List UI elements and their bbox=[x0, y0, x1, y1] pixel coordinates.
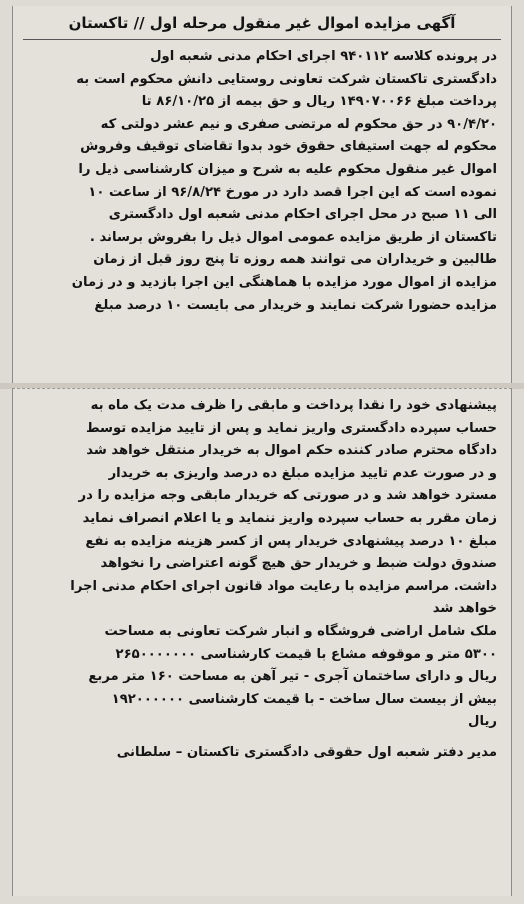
body-line: خواهد شد bbox=[432, 601, 497, 617]
property-line: ۵۳۰۰ متر و موقوفه مشاع با قیمت کارشناسی ۲۶۵۰۰۰۰۰۰۰ bbox=[115, 646, 497, 662]
body-line: نموده است که این اجرا قصد دارد در مورخ ۹۶/۸/۲۴ از ساعت ۱۰ bbox=[88, 184, 497, 200]
body-line: مسترد خواهد شد و در صورتی که خریدار مابقی وجه مزایده را در bbox=[78, 488, 497, 504]
notice-signature: مدیر دفتر شعبه اول حقوقی دادگستری تاکستان – سلطانی bbox=[116, 744, 497, 760]
notice-title: آگهی مزایده اموال غیر منقول مرحله اول // تاکستان bbox=[68, 14, 456, 32]
body-line: در پرونده کلاسه ۹۴۰۱۱۲ اجرای احکام مدنی شعبه اول bbox=[150, 49, 497, 64]
body-line: مبلغ ۱۰ درصد پیشنهادی خریدار پس از کسر هزینه مزایده به نفع bbox=[85, 533, 497, 549]
body-line: حساب سپرده دادگستری واریز نماید و پس از تایید مزایده توسط bbox=[85, 420, 497, 436]
body-line: تاکستان از طریق مزایده عمومی اموال ذیل را بفروش برساند . bbox=[89, 229, 497, 245]
body-line: طالبین و خریداران می توانند همه روزه تا پنج روز قبل از زمان bbox=[93, 252, 497, 268]
body-line: زمان مقرر به حساب سپرده واریز ننماید و یا اعلام انصراف نماید bbox=[82, 510, 497, 526]
body-line: پیشنهادی خود را نقدا پرداخت و مابقی را ظرف مدت یک ماه به bbox=[90, 398, 497, 413]
body-line: و در صورت عدم تایید مزایده مبلغ ده درصد واریزی به خریدار bbox=[108, 465, 497, 481]
body-line: ۹۰/۴/۲۰ در حق محکوم له مرتضی صفری و نیم عشر دولتی که bbox=[100, 116, 497, 132]
body-line: اموال غیر منقول محکوم علیه به شرح و میزان کارشناسی ذیل را bbox=[78, 161, 497, 177]
property-line: ریال bbox=[468, 714, 497, 730]
property-line: ملک شامل اراضی فروشگاه و انبار شرکت تعاونی به مساحت bbox=[104, 623, 497, 639]
body-line: مزایده حضورا شرکت نمایند و خریدار می بایست ۱۰ درصد مبلغ bbox=[94, 297, 497, 313]
property-line: ریال و دارای ساختمان آجری - تیر آهن به مساحت ۱۶۰ متر مربع bbox=[88, 669, 497, 685]
body-line: دادگاه محترم صادر کننده حکم اموال به خریدار منتقل خواهد شد bbox=[86, 443, 497, 459]
body-line: صندوق دولت ضبط و خریدار حق هیچ گونه اعتراضی را نخواهد bbox=[100, 556, 497, 572]
notice-bottom-section bbox=[12, 388, 512, 896]
notice-body-bottom bbox=[27, 395, 497, 734]
notice-top-section bbox=[12, 6, 512, 384]
body-line: مزایده از اموال مورد مزایده با هماهنگی این اجرا بازدید و در زمان bbox=[71, 274, 497, 290]
property-line: بیش از بیست سال ساخت - با قیمت کارشناسی ۱۹۲۰۰۰۰۰۰ bbox=[111, 691, 497, 707]
body-line: دادگستری تاکستان شرکت تعاونی روستایی دانش محکوم است به bbox=[76, 71, 497, 87]
notice-body-top bbox=[27, 46, 497, 317]
title-divider bbox=[23, 39, 501, 40]
body-line: محکوم له جهت استیفای حقوق خود بدوا تقاضای توقیف وفروش bbox=[80, 139, 497, 155]
body-line: پرداخت مبلغ ۱۴۹۰۷۰۰۶۶ ریال و حق بیمه از ۸۶/۱۰/۲۵ تا bbox=[141, 94, 497, 110]
body-line: داشت. مراسم مزایده با رعایت مواد قانون اجرای احکام مدنی اجرا bbox=[70, 578, 497, 594]
body-line: الی ۱۱ صبح در محل اجرای احکام مدنی شعبه اول دادگستری bbox=[108, 207, 497, 223]
